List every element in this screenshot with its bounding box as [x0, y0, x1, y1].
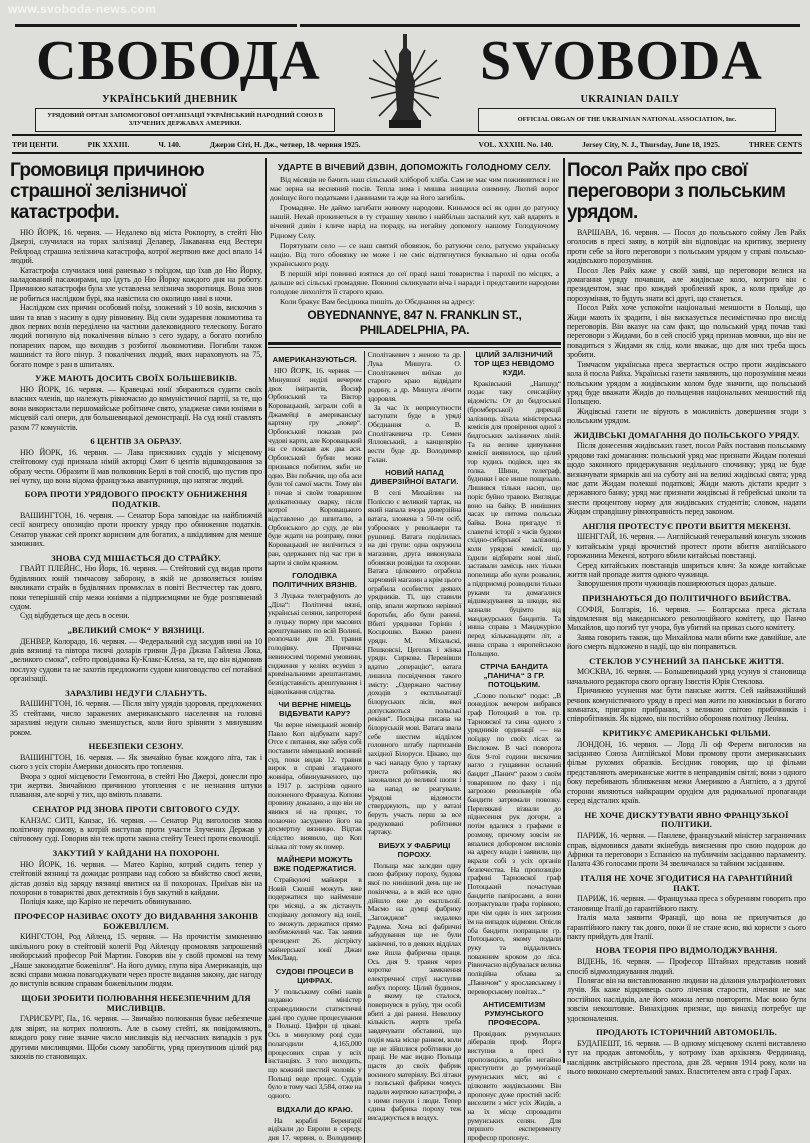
- article: [10, 626, 262, 684]
- article-paragraph: ГВАЙТ ПЛЕЙНС, Ню Йорк, 16. червня. — Стейтовий суд видав проти будівляних юній тимчасову заборону, в якій не дозволяється юніям викликати страйк в будівляних промислах в повіті Вестчестер так довго, поки теперішній спір межи юніями а підприємцями не буде розглянений судом.: [10, 564, 262, 611]
- article-paragraph: ШЕНГГАЙ, 16. червня. — Англійський генеральний консуль зложив у китайськім уряді врочистий протест проти вбиття англійського горожанина Мекензі, котрого вбили китайські повстанці.: [567, 532, 806, 561]
- masthead-title-latin: SVOBODA: [480, 30, 763, 92]
- banner-paragraph: Громадяне. Не даймо загибати живому народови. Киньмося всі як один до ратунку нашій. Нехай прокинеться в ту страшну хвилю і найбільш заспалий кут, хай вдарить в вічевий дзвін і кличе нарід на пораду, на негайну допомогу нашому Голодуючому Рідному Селу.: [270, 203, 559, 240]
- article-paragraph: В селі Михайлин на Поліссю є великий тартак, на який напала вчора диверзійна ватага, зложена з 50-ти осіб, узброєних у револьвери та рушниці. Ватага поділилась на дві групи: одна окружила магазини, друга виконувала обовязки розвідки та охорони. Ватага цілковито ограбила харчовий магазин а крім цього ограбила особистих деяких урядників. Ті, що ставили опір, впали жертвою нерівної боротьби, або були ранені. Вбиті урядники Горінін і Косцюшко. Важко ранені урядн. М. Міхальскі, Пешковскі, Цеґелак і жінка урядн. Сиркова. Перевівши вдатно „операцію“, ватага лишила посвідчення такого змісту: „Одержано частину доходів з експльоатації білоруських лісів, якої допускаються польські рекіни“. Посвідка писана на білоруській мові. Ватага звала себе шестим відділом головного штабу партизанів західної Білоруси. Цікаво, що в часі нападу було у тартаку триста робітників, які заховалися до великої шопи і на напад не реагували. Урядові відомости стверджують, що у ватазі беруть участь перш за все зредуковані робітники тартаку.: [367, 488, 462, 837]
- article: [10, 912, 262, 989]
- statue-of-liberty-icon: [365, 30, 445, 130]
- article: [10, 490, 262, 548]
- article-paragraph: За час їх неприсутности заступати буде в уряді Обєднання о. В. Сполітакевича гр. Семен Ялловський, а канцелярію вести буде др. Володимир Галан.: [367, 402, 462, 464]
- article-paragraph: НЮ ЙОРК, 16. червня. — Лава присяжних суддів у місцевому стейтовому суді признала німій акторці Смит 6 центів відшкодовання за образу чести. Образити її мав полковник Берлі в той спосіб, що пустив про неї чутку, що вона відома французька авантурниця, що натягає людий.: [10, 447, 262, 485]
- left-column: [10, 158, 262, 1061]
- article-paragraph: Катастрофа случилася нині раненько з поїздом, що їхав до Ню Йорку, наладований пасажирами, що їдуть до Ню Йорку кождого дня на роботу. Причиною катастрофи була зле уставлена зелізнича зворотниця. Вона знов не робиться наслідком бурі, яка навістила сю околицю нині в ночи.: [10, 265, 262, 303]
- article: [10, 554, 262, 621]
- article-headline: АНГЛІЯ ПРОТЕСТУЄ ПРОТИ ВБИТТЯ МЕКЕНЗІ.: [582, 520, 791, 531]
- issue-ua: Ч. 140.: [158, 139, 181, 149]
- article-headline: ГОЛОДІВКА ПОЛІТИЧНИХ ВЯЗНІВ.: [272, 571, 358, 590]
- article: [467, 663, 561, 996]
- article-paragraph: Вчора з одної місцевости Гемонтона, в стейті Ню Джерзі, донесли про три жертви. Звичайною причиною утоплення є не незнання штуки плавання, але корчі у тих, що вміють плавати.: [10, 771, 262, 800]
- masthead-top-rule-right: [300, 24, 800, 27]
- article-headline: ПРИЗНАЮТЬСЯ ДО ПОЛІТИЧНОГО ВБИЙСТВА.: [582, 592, 791, 603]
- article: [10, 742, 262, 800]
- article-headline: МАЙНЕРИ МОЖУТЬ ВЖЕ ПОДЕРЖАТИСЯ.: [273, 855, 357, 874]
- article-paragraph: Чи верне німецький жовнір Павло Коп відбувати кару? Отсе є питання, яке забув собі поставити німецький воєнний суд, поки видав 12. травня вирок в справі згаданого жовніра, обвинуваченого, що в 1917 р. застріляв одного полоненого Француза. Копови провину доказано, а що він не явився ні на процес, то позаочно засуджено його на досмертну вязницю. Відтак слідство виявило, що Коп кілька літ тому як помер.: [268, 719, 362, 851]
- article-paragraph: ВАРШАВА, 16. червня. — Посол до польського сойму Лев Райх оголосив в пресі заяву, в котрій він відповідає на критику, звернену проти себе за його переговори з польським урядом у справі польсько-жидівського порозуміння.: [567, 228, 806, 266]
- article: [268, 701, 362, 851]
- article-headline: АНТИСЕМІТИЗМ РУМУНСЬКОГО ПРОФЕСОРА.: [482, 1000, 546, 1027]
- article: [567, 522, 806, 589]
- article: [10, 994, 262, 1062]
- dateline-top-rule: [12, 134, 802, 136]
- article-paragraph: ВАШИНГТОН, 16. червня. — Після звіту урядів здоровля, предложених 35 стейтами, число заражених американського населення на головні заразливі недуги сильно зменшується, коли його зрівняти з минувшим роком.: [10, 699, 262, 737]
- article: [268, 856, 362, 963]
- price-en: THREE CENTS: [748, 139, 802, 149]
- article: [567, 160, 806, 426]
- article-headline: 6 ЦЕНТІВ ЗА ОБРАЗУ.: [90, 435, 182, 446]
- banner-address: OBYEDNANNYE, 847 N. FRANKLIN ST., PHILADELPHIA, PA.: [307, 308, 522, 338]
- masthead-subtitle-latin: UKRAINIAN DAILY: [580, 94, 680, 105]
- place-date-ua: Джерзи Сіті, Н. Дж., четвер, 18. червня 1925.: [209, 139, 361, 149]
- dateline: [12, 137, 802, 151]
- article-headline: ПРОДАЮТЬ ІСТОРИЧНИЙ АВТОМОБІЛЬ.: [596, 1027, 777, 1037]
- middle-section: [268, 158, 561, 1143]
- middle-column-3: [467, 351, 561, 1142]
- article: [567, 1028, 806, 1076]
- masthead-subtitle-cyrillic: УКРАЇНСЬКИЙ ДНЕВНИК: [102, 94, 238, 105]
- article-paragraph: ДЕНВЕР, Колорадо, 16. червня. — Федеральний суд засудив нині на 10 днів вязниці та півтора тисячі доларів гривни Д-ра Джана Гайлена Лока, „великого смока“, себто провідника Ку-Клакс-Клена, за те, що він відмовив послуху судови та не захотів предложити судови книговодство сеї потайної організації.: [10, 636, 262, 684]
- article-paragraph: У польському соймі навів недавно міністер справедливости статистичні дані про судове процесування в Польщі. Цифри ці цікаві. Ось в минулому році суди полагодили 4,165,000 процесових справ у всіх інстанціях. З того виходить, що кожний шестий чоловік у Польщі веде процес. Суддів було в тому часі 3,584, отже на одного.: [268, 986, 362, 1101]
- article: [10, 160, 262, 369]
- banner-paragraph: В першій мірі повинні взятися до сеї праці наші товариства і парохії по місцях, а дальше всі сільські громадяне. Повинні скликувати віча і наради і представити народови голодове лихоліття її старого краю.: [270, 268, 559, 297]
- masthead-top-rule-left: [15, 24, 297, 27]
- article-headline: ВІДХАЛИ ДО КРАЮ.: [276, 1104, 353, 1114]
- banner-bottom-rule: [268, 342, 561, 345]
- article: [567, 729, 806, 806]
- article-paragraph: КИНГСТОН, Род Айленд, 15. червня. — На прочистім замкненню шкільного року в стейтовій колегії Род Айленду промовляв запрошений нюйорський професор Рой Мартин. Говорив він у своїй промові на тему „Наше законодатне божевілля“. На його думку, глупа віра Американців, що всякі справи можна повагоджувати через просте видання закону, дає нагоду до виступів всяким справам божевільним людям.: [10, 932, 262, 989]
- article-paragraph: СОФІЯ, Болгарія, 16. червня. — Болгарська преса дістала зівдомлення від македонського революційного комітету, що Панчо Михайлов, що погиб тут учора, був убитий на приказ сього комітету.: [567, 604, 806, 633]
- article-paragraph: ВАШИНГТОН, 16. червня. — Як звичайно буває кождого літа, так і сього з усіх сторін Америки доносять про топлення.: [10, 752, 262, 772]
- article-paragraph: ПАРИЖ, 16. червня. — Французька преса з обуренням говорить про становище Італії до гарантійного пакту.: [567, 894, 806, 913]
- article-paragraph: З Луцька телеграфують до „Діла“: Політичні вязні, українські селяни, запроторені в луцьку тюрму при масових арештуваннях по всій Волині, розпочали дня 20. травня голодівку. Причина: невиносимі тюремні умовини, сидження у келіях всуміш з кримінальними арештантами, безпідставність арештування і відволікання слідства.: [268, 590, 362, 696]
- article-headline: ІТАЛІЯ НЕ ХОЧЕ ЗГОДИТИСЯ НА ГАРАНТІЙНИЙ ПАКТ.: [580, 872, 793, 893]
- article-paragraph: Полягає він на виставлюванню людини на ділання ультрафіолетових лучів. Як каже відкривець сього лічення старости, лічення не має постійних наслідків, але його можна легко повторити. Має воно бути зовсім некоштовне. Винахідник признає, що винахід потребує ще удосконалення.: [567, 975, 806, 1023]
- article-paragraph: Заява говорить також, що Михайлова мали вбити вже давнійше, але його смерть відложено в надії, що він поправиться.: [567, 632, 806, 652]
- article-headline: КРИТИКУЄ АМЕРИКАНСЬКІ ФІЛЬМИ.: [602, 727, 771, 738]
- article-paragraph: НЮ ЙОРК, 16. червня. — Недалеко від міста Рокпорту, в стейті Ню Джерзі, случилася на торах залізниці Делавер, Лакаванна енд Вестерн Рейлроад страшна зелізнича катастрофа, котрої жертвою вже досі впало 14 людий.: [10, 228, 262, 266]
- article: [368, 842, 462, 1123]
- masthead-title-cyrillic: СВОБОДА: [36, 30, 321, 92]
- article-headline: НОВА ТЕОРІЯ ПРО ВІДМОЛОДЖУВАННЯ.: [595, 945, 778, 956]
- article: [567, 594, 806, 652]
- article: [567, 657, 806, 724]
- article: [567, 811, 806, 869]
- price-ua: ТРИ ЦЕНТИ.: [12, 139, 59, 149]
- article-paragraph: БУДАПЕШТ, 16. червня. — В одному місцевому склепі виставлено тут на продаж автомобіль, у котрому їхав архікнязь Фердинанд, наслідник австрійського престола, дня 28. червня 1914 року, коли на нього виконано смертельний замах. Властителем авта є граф Гарах.: [567, 1038, 806, 1077]
- article-paragraph: Італія мала заявити Франції, що вона не прилучиться до гарантійного пакту так довго, поки її не стане ясно, які користи з сього пакту прийдуть для Італії.: [567, 913, 806, 941]
- article: [368, 469, 462, 837]
- article-paragraph: Після донесення жидівських газет, посол Райх поставив польському урядови такі домагання: польський уряд має признати Жидам полекші щодо законного придержування недільного спочинку; уряд не буде визначувати ярмарків ані на суботу ані на великі жидівські свята; уряд має дати Жидам полекші податкові; Жиди мають дістати кредит з державного банку; уряд має признати жидівські й гебрейські школи та знести процентову норму для жидівських студентів; словом, надати Жидам справдішну рівноправність перед законом.: [567, 441, 806, 517]
- article: [268, 968, 362, 1101]
- article-paragraph: Посол Лев Райх каже у своїй заяві, що переговори велися на домагання уряду почавши, але жидівське коло, котрого він є президентом, знає про кождий зроблений крок, а коли прийде до порозуміння, то будуть знати всі другі, що станеться.: [567, 265, 806, 303]
- article: [10, 805, 262, 844]
- article-paragraph: Суд відбудеться ще десь в осени.: [20, 611, 130, 621]
- article-headline: УЖЕ МАЮТЬ ДОСИТЬ СВОЇХ БОЛЬШЕВИКІВ.: [34, 373, 237, 384]
- column-divider: [563, 158, 565, 1063]
- article-headline: „ВЕЛИКИЙ СМОК“ У ВЯЗНИЦІ.: [67, 624, 205, 635]
- article-headline: НОВИЙ НАПАД ДИВЕРЗІЙНОЇ ВАТАГИ.: [370, 468, 459, 487]
- article-headline: ЗНОВА СУД МІШАЄТЬСЯ ДО СТРАЙКУ.: [51, 552, 221, 563]
- article-paragraph: Страйкуючі майнери в Новій Скошії можуть вже подержатися що найменше три місяці, а як дістануть сподівану допомогу від юнії, то зможуть держатися прямо необмежений час. Так заявив президент 26. дістрікту майнерської юнії Джан МекЛавд.: [268, 875, 362, 963]
- right-column: [567, 158, 806, 1076]
- article-headline: НЕ ХОЧЕ ДИСКУТУВАТИ ЯВНО ФРАНЦУЗЬКОЇ ПОЛІТИКИ.: [584, 809, 789, 830]
- place-date-en: Jersey City, N. J., Thursday, June 18, 1925.: [582, 139, 720, 149]
- article-paragraph: ПАРИЖ, 16. червня. — Панлеве, французький міністер заграничних справ, відмовився давати якінебудь вияснення про свою подорож до Африки та переговори з Еспанією на публичнім засіданню парламенту. Палата 436 голосами проти 34 звеличалася за тайним засіданням.: [567, 831, 806, 869]
- article-headline: НЕБЕЗПЕКИ СЕЗОНУ.: [88, 741, 184, 752]
- article-paragraph: ЛОНДОН, 16. червня. — Лорд Лі оф Ферегм виголосив на засіданню Союза Англійської Мови промову проти американських фільм рухомих образків. Бесідник говорив, що ці фільми представляють американське життя в неправдивім світлі; вони з одного боку перебивають збливження межи Америкою а Англією, а з другої сторони являються найкращим орудієм для радикальної пропаганди серед відсталих країв.: [567, 739, 806, 806]
- article: [268, 572, 362, 696]
- article-paragraph: Провідник румунських лібералів проф. Йорга виступив в пресі з пропозицією, щоби негайно приступити до румунізації румунських міст, які є цілковито жидівськими. Він пропонує дуже простий засіб: виселити з міст усіх Жидів, а на їх місце спровадити румунських селян. Для першого експерименту професор пропонує.: [467, 1028, 561, 1143]
- article: [268, 356, 362, 567]
- middle-columns: [268, 351, 561, 1142]
- article-paragraph: Посол Райх хоче успокоїти національні меншости в Польщі, що Жиди мають їх зрадити, і він висказується песимістично про вислід переговорів. Він вказує на сам факт, що польський уряд почав такі переговори з Жидами, бо в сей спосіб уряд признав мовчки, що він не повадиться з Жидами як слід, коли вважає, що для них треба щось зробити.: [567, 303, 806, 360]
- article-paragraph: Серед китайських повстанців шириться клич: За кожде китайське життя най пропаде життя одного чужинця.: [567, 560, 806, 579]
- article-headline: АМЕРИКАНЗУЮТЬСЯ.: [272, 355, 358, 365]
- watermark: www.svoboda-news.com: [8, 2, 157, 16]
- article-paragraph: Причиною усунення має бути панське життя. Сей найважнійший речник комуністичного уряду в пресі мав жити по княжівськи в богато комнатах, пригарно прибраних, з великою світою прибічників і співробітників. Як відомо, він постійно обороняв політику Леніна.: [567, 686, 806, 724]
- article-headline: СТЕКЛОВ УСУНЕНИЙ ЗА ПАНСЬКЕ ЖИТТЯ.: [589, 655, 784, 666]
- banner-paragraph: Коли бракує Вам бесідника пишіть до Обєднання на адресу:: [280, 297, 475, 307]
- year-ua: РІК XXXIII.: [87, 139, 130, 149]
- article-headline: ЩОБИ ЗРОБИТИ ПОЛЮВАННЯ НЕБЕЗПЕЧНИМ ДЛЯ МИСЛИВЦІВ.: [21, 992, 251, 1013]
- middle-column-1: [268, 356, 362, 1101]
- article: [10, 689, 262, 737]
- article: [467, 351, 561, 658]
- article-paragraph: Тимчасом українська преса звертається остро проти жидівського кола й посла Райха. Українські газети заявляють, що порозуміння межи польським урядом а жидівським колом буде значити, що польський уряд буде вважати Жидів до польщення національних меншостий під Польщею.: [567, 359, 806, 407]
- article: [567, 946, 806, 1023]
- article-paragraph: Краківський „Напшуд“ подає таку сенсаційну відомість: От до бидгоської (бромберської) дирекції залізниць зїхала міністерська комісія для провірення одної з бидгоських залізничих ліній. Та на велике здивування комісії виявилося, що цілий тор кудись подівся, щез як голка. Шини, телеграф, будинки і все инше пощезало. Лишився тільки насип, що поріс буйно травою. Виглядає воно на байку. В нинішних часах це питома польська байка. Вона пригадує ті славетні історії з часів будови східно-сибірської залізниці, коли урядові комісії, що їздили відбирати нові лінії, заставали замісць них тільки попелища або купи розвалин, а підприємці розводили тільки руками та домагалися відшкодування за шкоди, які зазнали буцімто від манджурських бандитів. Та инша справа з Манджурією перед кільканадцяти літ, а инша справа з европейською Польщею.: [467, 378, 561, 658]
- vol-en: VOL. XXXIII. No. 140.: [478, 139, 554, 149]
- article-paragraph: „Слово польске“ подає: „В понеділок вечером вибрався граф Потоцкий в тов. гр. Тарновскої та сина одного з урядників ординації — на поїздку по своїх лісах за Вислоком. В часі поворота біля 9-тої години вискочив нагло з гущавини осланий бандит „Панич“ разом з своїм товаришом по фаху і під загрозою револьверів оба бандити затримали повозку. Перелякані візвали до піднесення рук догори, а потім вдалися з графами в розмову, причому зовсім не вязалися доборомом висловів на адресу влади і заявили, що вкрали собі з усіх органів безпечества. На пропозицію графині Тарновскої граф Потоцький почастував бандитів папіросами, а вони потрактували графа горівкою, при чім один із них загрозив їм на випадок відмови. Опісля оба бандити попращали гр. Потоцького, якому подали руку та віддалились поважним кроком до ліса. Рівночасно відбувалася велика поліційна облава за „Паничом“ у ярославському і переворському повітах...“: [467, 690, 561, 996]
- article-headline: ВИБУХ У ФАБРИЦІ ПОРОХУ.: [378, 841, 451, 859]
- article-headline: Посол Райх про свої переговори з польським урядом.: [567, 160, 786, 223]
- masthead-box-latin: OFFICIAL ORGAN OF THE UKRAINIAN NATIONAL ASSOCIATION, Inc.: [478, 108, 776, 132]
- article-paragraph: На кораблі Беренґарії відїхали до Европи в середу, дня 17. червня, о. Володимир Сполітакевич з женою та др. Лука Мишуга. О. Сполітакевич виїхав до старого краю відвідати родину, а др. Мишуга лічити здоровля.: [268, 350, 462, 1143]
- article-paragraph: Жидівські газети не вірують в можливість довершення згоди з польським урядом.: [567, 406, 806, 426]
- article-headline: СЕНАТОР РІД ЗНОВА ПРОТИ СВІТОВОГО СУДУ.: [32, 803, 240, 814]
- banner-bottom-rule-thin: [268, 347, 561, 348]
- banner-paragraph: Порятувати село — се наш святий обовязок, бо ратуючи село, ратуємо українську націю. Від того обовязку не може і не сміє відтягнутися буквально ні одна особа українського роду.: [270, 240, 559, 268]
- banner-paragraph: Від місяців не бачить наш сільський хлібороб хліба. Сам не має чим пожививтися і не має зерна на весняний посів. Тепла зима і мишва знищила озимину. Лютий ворог доніщує його податками і данинами та жде на його загибіль.: [270, 175, 559, 203]
- article-headline: СТРІЧА БАНДИТА „ПАНИЧА“ З ГР. ПОТОЦЬКИМ.: [480, 662, 549, 689]
- article-headline: СУДОВІ ПРОЦЕСИ В ЦИФРАХ.: [275, 967, 354, 985]
- article-headline: ЖИДІВСЬКІ ДОМАГАННЯ ДО ПОЛЬСЬКОГО УРЯДУ.: [573, 429, 800, 440]
- article-paragraph: Польща має залєдви одну свою фабрику пороху, будова якої по нинішний день ще не покінчена, а в якій все одно дійшло вже до експльозії. Маємо на думці фабрику „Загожджов“ недалеко Радома. Хоча всі фабричні забудування ще не були закінчені, то в деяких відділах вже йшла фабрична праця. Ось дня 9. травня через коротке замкнення електричної струї наступив вибух пороху. Цілий будинок, в якому це сталося, повернувся в руїну, три особі вбиті а дві ранені. Невелику кількість жертв треба завдячувати обставині, що подія мала місце ранком, коли ще не зійшлися робітники до праці. Не має видно Польща щастя до своїх фабрик воєнного матеріялу. Всі літаки з польської фабрики чомусь падали жертвою катастрофи, а з ними гинули і люди. Тепер єдина фабрика пороху теж висаджується в воздух.: [367, 860, 462, 1123]
- article-paragraph: Наслідком сих причин особовий поїзд, зложений з 10 возів, вискочив з шин та впав з насипу в одну рівновину. Від сили зударення локомотива та двох первих возів переділено на частини далековидного телескопу. Богато людий погинуло від покалічення вільно з сего зудару, а богато погибло попарених паром, що виходив з розбитої льокомотиви. Погибли також машиніст та його пінур. З покалічених людий, яких нараховують на 75, богато помре з ран в шпиталях.: [10, 303, 262, 369]
- article-paragraph: КАНЗАС СИТІ, Канзас, 16. червня. — Сенатор Рід виголосив знова політичну промову, в котрій виступав проти участи Злучених Держав у світовому суді. Говорив він теж проти закона стейту Тенесі проти еволюції.: [10, 815, 262, 844]
- article-headline: ЗАРАЗЛИВІ НЕДУГИ СЛАБНУТЬ.: [65, 687, 207, 698]
- article-paragraph: НЮ ЙОРК, 16. червня. — Минувшої неділі вечером двох іміґрантів, Йосиф Орбонський та Віктор Коровацький, заграли собі в Джамейці в американську картяну гру „покер“. Орбонський показав раз чудові карти, але Коровацький на се показав аж два аси. Орбонський бубни може признався побитим, якби не одно. Він побачив, що оба аси були тої самої масти. Тому він і почав зі своїм товаришом делікатнєньку сварку, після котрої Коровацького відставлено до шпиталю, а Орбонського до суду, де він буде ждати на розправу, поки Коровацький не вилічиться з ран, одержаних під час гри в карти зі своїм краяном.: [268, 366, 362, 567]
- banner-headline: УДАРТЕ В ВІЧЕВИЙ ДЗВІН, ДОПОМОЖІТЬ ГОЛОДНОМУ СЕЛУ.: [277, 162, 552, 172]
- article-headline: ЦІЛИЙ ЗАЛІЗНИЧИЙ ТОР ЩЕЗ НЕВІДОМО КУДИ.: [473, 350, 555, 377]
- article-headline: ЗАКУТИЙ У КАЙДАНИ НА ПОХОРОНІ.: [52, 847, 220, 858]
- article-paragraph: ВІДЕНЬ, 16. червня. — Професор Штайнах представив новий спосіб відмолоджування людий.: [567, 957, 806, 976]
- article: [10, 437, 262, 485]
- article: [10, 849, 262, 907]
- article-paragraph: НЮ ЙОРК, 16. червня. — Матео Каріно, котрий сидить тепер у стейтовій вязниці та дожидає розправи над собою за вбийство своєї жени, дістав дозвіл від заряду вязниці явитися на її похоронах. Приїхав він на похорони в товаристві двох детективів і був закутий в кайдани.: [10, 859, 262, 897]
- article-headline: Громовиця причиною страшної зелізничої катастрофи.: [10, 160, 205, 223]
- article-paragraph: Заворушення проти чужинців поширюються щораз дальше.: [577, 579, 777, 589]
- famine-appeal-banner: [268, 158, 561, 341]
- article: [10, 374, 262, 432]
- article-headline: ПРОФЕСОР НАЗИВАЄ ОХОТУ ДО ВИДАВАННЯ ЗАКОНІВ БОЖЕВІЛЛЄМ.: [14, 910, 258, 931]
- article: [567, 874, 806, 942]
- article-paragraph: ВАШИНГТОН, 16. червня. — Сенатор Бора заповідає на найближчій сесії конгресу опозицію проти проєкту уряду про обниження податків. Сенатор уважає сей проєкт корисним для богатих, а шкідливим для менше заможних.: [10, 510, 262, 549]
- article: [467, 1001, 561, 1143]
- article: [567, 431, 806, 517]
- article-paragraph: ГАРИСБУРГ, Па., 16. червня. — Звичайно полювання буває небезпечне для звірят, на котрих полюють. Але в сьому стейті, як повідомляють, кождого року гине значне число мисливців від несчасних випадків з рук другими мисливцями. Щоби сьому запобігти, уряд призупинив цілий ряд законів по становищах.: [10, 1014, 262, 1061]
- masthead-box-cyrillic: УРЯДОВИЙ ОРГАН ЗАПОМОГОВОЇ ОРГАНІЗАЦІЇ УКРАЇНСЬКИЙ НАРОДНИЙ СОЮЗ В ЗЛУЧЕНИХ ДЕРЖАВАХ АМЕРИКИ.: [35, 108, 335, 132]
- article-headline: ЧИ ВЕРНЕ НІМЕЦЬ ВІДБУВАТИ КАРУ?: [278, 700, 352, 719]
- dateline-bottom-rule: [12, 152, 802, 154]
- article-paragraph: МОСКВА, 16. червня. — Большевицький уряд усунув зі становища начального редактора свого органу Ізвєстія Юрія Стеклова.: [567, 667, 806, 686]
- article-paragraph: Поліція каже, що Каріно не перечить обвинуванню.: [20, 897, 192, 907]
- column-divider: [265, 158, 267, 1063]
- article-headline: БОРА ПРОТИ УРЯДОВОГО ПРОЄКТУ ОБНИЖЕННЯ ПОДАТКІВ.: [24, 489, 248, 510]
- article-paragraph: НЮ ЙОРК, 16. червня. — Кравецькі юнії збираються судити своїх власних членів, що належуть рівночасно до комуністичної партії, за те, що вони використали першомайське робітниче свято, уладжене сими юніями в місцевій салі опери, для большевицької демонстрації. На суд юнії ставлять разом 77 комуністів.: [10, 384, 262, 432]
